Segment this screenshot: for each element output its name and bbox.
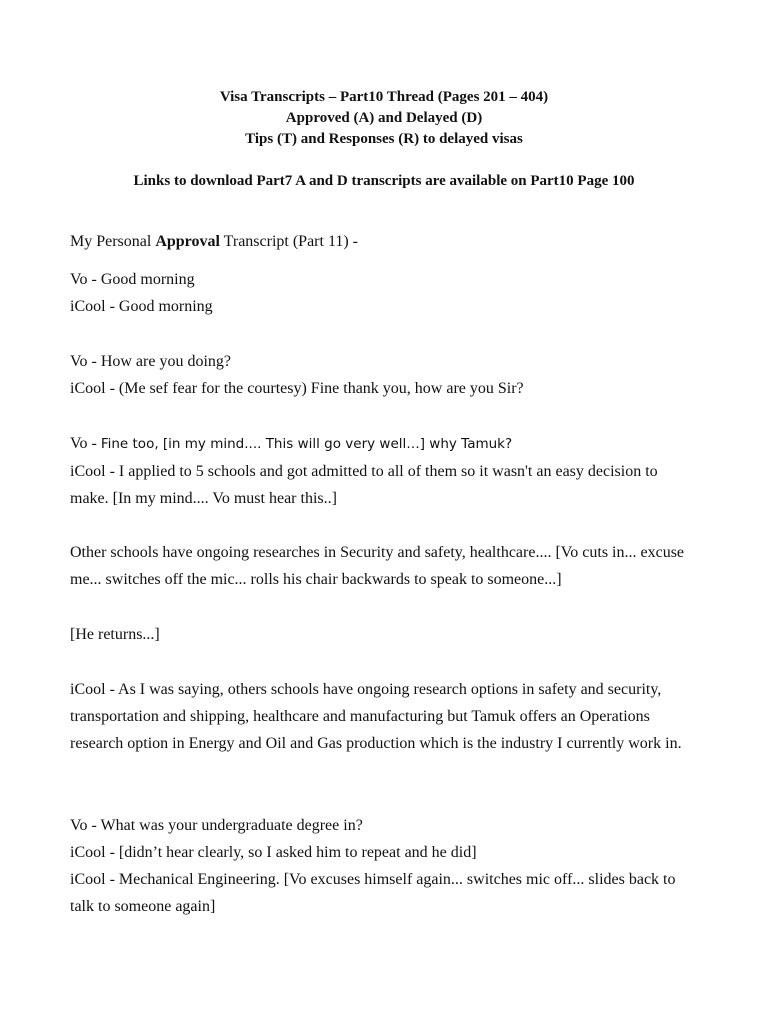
intro-suffix: Transcript (Part 11) -: [219, 233, 358, 250]
dialogue-line: Vo - How are you doing?: [70, 353, 232, 370]
dialogue-block-3: [70, 430, 700, 512]
dialogue-line: iCool - Good morning: [70, 298, 213, 315]
dialogue-sans-text: Fine too, [in my mind.... This will go very well…] why Tamuk?: [100, 436, 513, 452]
intro-bold: Approval: [155, 233, 220, 250]
dialogue-paragraph: iCool - I applied to 5 schools and got admitted to all of them so it wasn't an easy decision to make. [In my mind.... Vo must hear this..]: [70, 463, 658, 507]
links-note: Links to download Part7 A and D transcripts are available on Part10 Page 100: [133, 173, 635, 189]
speaker-prefix: Vo -: [70, 435, 101, 452]
dialogue-line: iCool - (Me sef fear for the courtesy) Fine thank you, how are you Sir?: [70, 380, 524, 397]
dialogue-block-1: [70, 266, 700, 320]
dialogue-paragraph: [He returns...]: [70, 626, 160, 643]
dialogue-line: Vo - What was your undergraduate degree in?: [70, 817, 363, 834]
header-title: Visa Transcripts – Part10 Thread (Pages 201 – 404): [219, 89, 549, 105]
document-header: [0, 87, 768, 150]
dialogue-paragraph: iCool - Mechanical Engineering. [Vo excuses himself again... switches mic off... slides back to talk to someone again]: [70, 871, 676, 915]
dialogue-paragraph: iCool - As I was saying, others schools have ongoing research options in safety and security, transportation and shipping, healthcare and manufacturing but Tamuk offers an Operations research option in Energy and Oil and Gas production which is the industry I currently work in.: [70, 681, 682, 752]
dialogue-line: Vo - Good morning: [70, 271, 195, 288]
dialogue-line: [70, 430, 700, 458]
intro-line: [70, 228, 700, 255]
dialogue-paragraph: Other schools have ongoing researches in Security and safety, healthcare.... [Vo cuts in... excuse me... switches off the mic... rolls his chair backwards to speak to someone...]: [70, 544, 685, 588]
intro-prefix: My Personal: [70, 233, 156, 250]
dialogue-block-2: [70, 348, 700, 402]
header-subtitle: Approved (A) and Delayed (D): [285, 110, 483, 126]
header-tips-line: Tips (T) and Responses (R) to delayed visas: [245, 131, 523, 147]
dialogue-line: iCool - [didn’t hear clearly, so I asked him to repeat and he did]: [70, 844, 477, 861]
dialogue-block-4: [70, 812, 700, 920]
